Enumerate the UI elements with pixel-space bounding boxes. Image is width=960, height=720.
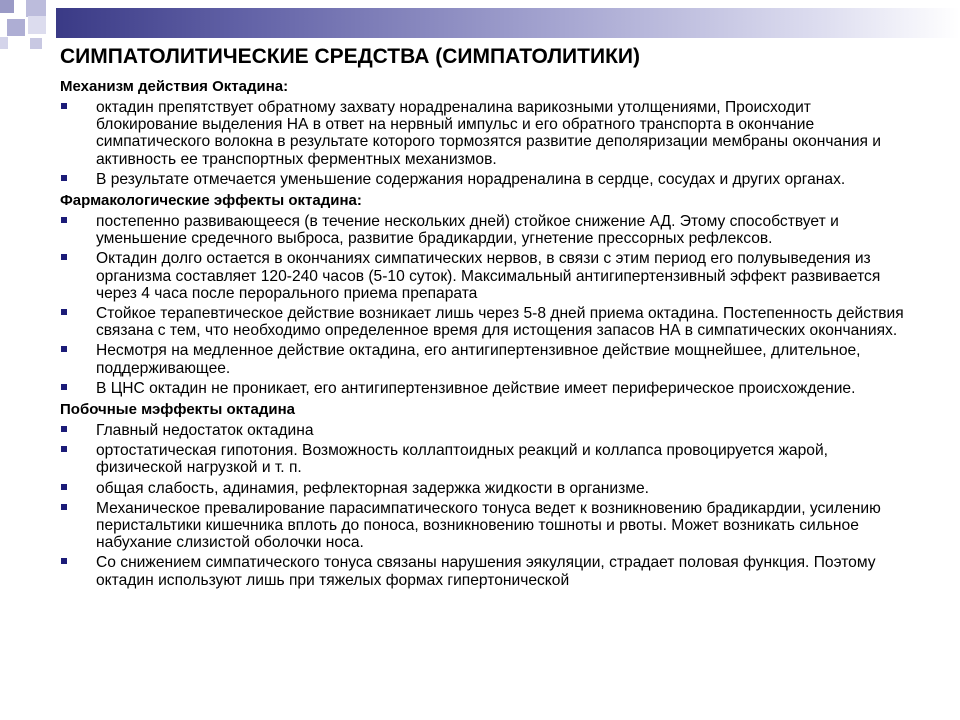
list-item-text: Механическое превалирование парасимпатического тонуса ведет к возникновению брадикардии, усилению перистальтики кишечника вплоть до поноса, возникновению тошноты и рвоты. Может возникать сильное набухание слизистой оболочки носа. (96, 499, 881, 552)
square-bullet-icon (61, 558, 67, 564)
list-item (60, 250, 905, 302)
decor-square (7, 19, 25, 36)
section-heading: Механизм действия Октадина: (60, 78, 289, 95)
list-item (60, 480, 905, 497)
square-bullet-icon (61, 504, 67, 510)
square-bullet-icon (61, 446, 67, 452)
list-item (60, 213, 905, 247)
list-item-text: общая слабость, адинамия, рефлекторная задержка жидкости в организме. (96, 479, 649, 497)
list-item (60, 500, 905, 552)
square-bullet-icon (61, 346, 67, 352)
decor-square (0, 0, 14, 13)
square-bullet-icon (61, 254, 67, 260)
section-heading: Фармакологические эффекты октадина: (60, 192, 362, 210)
bullet-list (60, 99, 905, 188)
list-item (60, 99, 905, 168)
decor-square (30, 38, 42, 49)
square-bullet-icon (61, 175, 67, 181)
list-item-text: В ЦНС октадин не проникает, его антигипертензивное действие имеет периферическое происхождение. (96, 379, 856, 397)
decor-square (0, 37, 8, 49)
list-item-text: В результате отмечается уменьшение содержания норадреналина в сердце, сосудах и других органах. (96, 170, 846, 188)
decor-square (26, 0, 46, 17)
list-item-text: октадин препятствует обратному захвату норадреналина варикозными утолщениями, Происходит блокирование выделения НА в ответ на нервный импульс и его обратного транспорта в окончание симпатического волокна в результате которого тормозятся развитие деполяризации мембраны окончания и активность ее транспортных ферментных механизмов. (96, 99, 882, 168)
square-bullet-icon (61, 484, 67, 490)
list-item (60, 554, 905, 588)
square-bullet-icon (61, 309, 67, 315)
bullet-list (60, 422, 905, 589)
section-heading: Побочные мэффекты октадина (60, 401, 295, 419)
square-bullet-icon (61, 384, 67, 390)
title-divider (56, 38, 960, 43)
title-band (56, 8, 960, 38)
slide-title: СИМПАТОЛИТИЧЕСКИЕ СРЕДСТВА (СИМПАТОЛИТИКИ) (60, 45, 640, 68)
list-item-text: ортостатическая гипотония. Возможность коллаптоидных реакций и коллапса провоцируется жарой, физической нагрузкой и т. п. (96, 442, 828, 477)
list-item-text: Стойкое терапевтическое действие возникает лишь через 5-8 дней приема октадина. Постепенность действия связана с тем, что необходимо определенное время для истощения запасов НА в симпатических окончаниях. (96, 305, 904, 340)
list-item (60, 171, 905, 188)
list-item-text: Октадин долго остается в окончаниях симпатических нервов, в связи с этим период его полувыведения из организма составляет 120-240 часов (5-10 суток). Максимальный антигипертензивный эффект развивается через 4 часа после перорального приема препарата (96, 250, 881, 302)
list-item (60, 422, 905, 439)
decor-square (28, 16, 46, 34)
square-bullet-icon (61, 426, 67, 432)
list-item (60, 380, 905, 397)
list-item (60, 305, 905, 339)
square-bullet-icon (61, 217, 67, 223)
bullet-list (60, 213, 905, 397)
slide-content (60, 78, 905, 593)
square-bullet-icon (61, 103, 67, 109)
list-item-text: Несмотря на медленное действие октадина, его антигипертензивное действие мощнейшее, длительное, поддерживающее. (96, 342, 861, 377)
list-item (60, 442, 905, 476)
list-item-text: Со снижением симпатического тонуса связаны нарушения эякуляции, страдает половая функция. Поэтому октадин используют лишь при тяжелых формах гипертонической (96, 554, 876, 589)
list-item (60, 342, 905, 376)
list-item-text: постепенно развивающееся (в течение нескольких дней) стойкое снижение АД. Этому способствует и уменьшение средечного выброса, развитие брадикардии, угнетение прессорных рефлексов. (96, 213, 839, 248)
list-item-text: Главный недостаток октадина (96, 422, 314, 440)
